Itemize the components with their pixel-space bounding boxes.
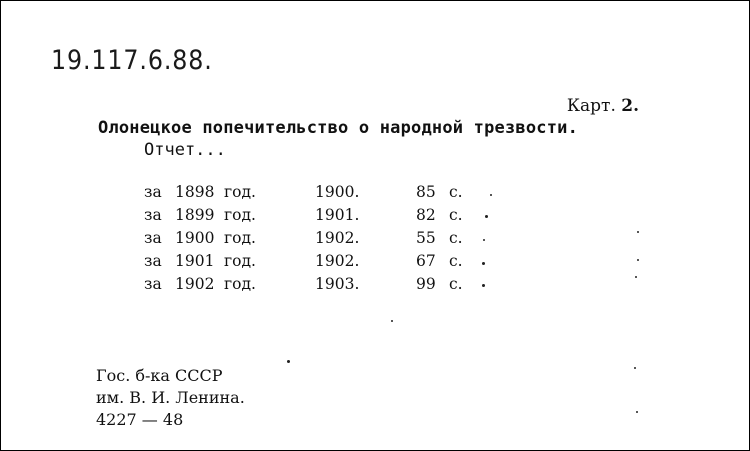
- card-number-value: 2.: [621, 96, 639, 116]
- scan-speck: [482, 284, 485, 287]
- row-prefix: за: [144, 252, 162, 270]
- row-prefix: за: [144, 275, 162, 293]
- scan-speck: [637, 259, 639, 261]
- row-pages: 67: [416, 252, 436, 270]
- card-subtitle: Отчет...: [144, 140, 226, 160]
- row-published: 1903.: [315, 275, 360, 293]
- scan-speck: [634, 367, 636, 369]
- shelf-mark: 19.117.6.88.: [51, 45, 213, 76]
- row-pages-unit: с.: [449, 206, 463, 224]
- row-published: 1900.: [315, 183, 360, 201]
- row-pages: 99: [416, 275, 436, 293]
- row-year: 1900: [175, 229, 215, 247]
- row-unit: год.: [224, 183, 256, 201]
- library-stamp: [96, 365, 245, 431]
- row-unit: год.: [224, 229, 256, 247]
- row-prefix: за: [144, 183, 162, 201]
- row-unit: год.: [224, 275, 256, 293]
- row-pages: 55: [416, 229, 436, 247]
- row-published: 1902.: [315, 229, 360, 247]
- row-pages: 82: [416, 206, 436, 224]
- row-pages-unit: с.: [449, 183, 463, 201]
- row-year: 1899: [175, 206, 215, 224]
- row-published: 1901.: [315, 206, 360, 224]
- row-prefix: за: [144, 206, 162, 224]
- scan-speck: [391, 320, 393, 322]
- row-year: 1902: [175, 275, 215, 293]
- row-pages-unit: с.: [449, 275, 463, 293]
- card-number-label: [567, 96, 639, 116]
- scan-speck: [635, 276, 637, 278]
- row-published: 1902.: [315, 252, 360, 270]
- scan-speck: [482, 262, 485, 265]
- row-pages-unit: с.: [449, 252, 463, 270]
- scan-speck: [490, 194, 492, 196]
- card-title: Олонецкое попечительство о народной трезвости.: [98, 118, 579, 138]
- row-pages: 85: [416, 183, 436, 201]
- row-pages-unit: с.: [449, 229, 463, 247]
- row-prefix: за: [144, 229, 162, 247]
- scan-speck: [637, 231, 639, 233]
- library-name: Гос. б-ка СССР: [96, 366, 223, 385]
- row-year: 1898: [175, 183, 215, 201]
- library-dedication: им. В. И. Ленина.: [96, 388, 245, 407]
- row-unit: год.: [224, 252, 256, 270]
- row-year: 1901: [175, 252, 215, 270]
- scan-speck: [636, 411, 638, 413]
- scan-speck: [287, 360, 290, 363]
- print-order-number: 4227 — 48: [96, 410, 184, 429]
- card-label-text: Карт.: [566, 96, 616, 116]
- scan-speck: [483, 239, 485, 241]
- row-unit: год.: [224, 206, 256, 224]
- scan-speck: [485, 215, 488, 218]
